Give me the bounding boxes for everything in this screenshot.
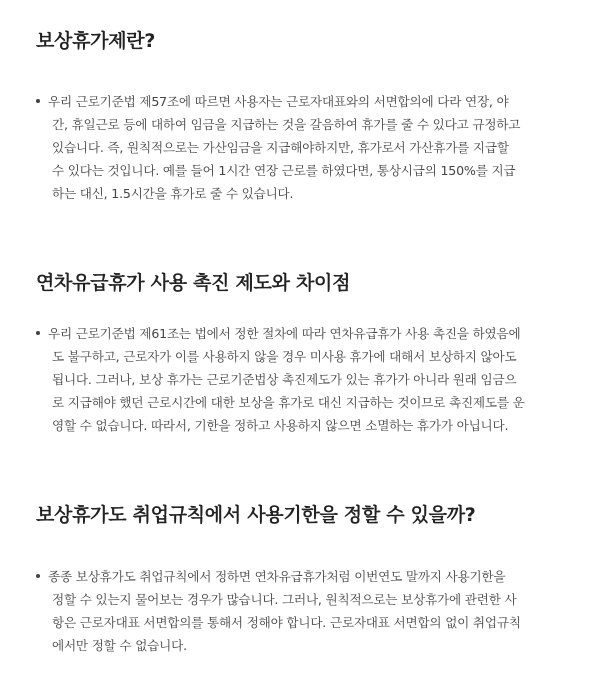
paragraph-line: 간, 휴일근로 등에 대하여 임금을 지급하는 것을 갈음하여 휴가를 줄 수 있다고 규정하고 — [52, 117, 521, 132]
bullet-icon — [36, 574, 40, 578]
paragraph-line: 수 있다는 것입니다. 예를 들어 1시간 연장 근로를 하였다면, 통상시급의 150%를 지급 — [52, 163, 516, 178]
paragraph-line: 종종 보상휴가도 취업규칙에서 정하면 연차유급휴가처럼 이번연도 말까지 사용기한을 — [48, 569, 506, 584]
section-3-heading: 보상휴가도 취업규칙에서 사용기한을 정할 수 있을까? — [36, 504, 476, 526]
paragraph-line: 됩니다. 그러나, 보상 휴가는 근로기준법상 촉진제도가 있는 휴가가 아니라 원래 임금으 — [52, 372, 517, 387]
bullet-icon — [36, 99, 40, 103]
section-2-paragraph — [36, 322, 570, 437]
bullet-icon — [36, 331, 40, 335]
paragraph-line: 도 불구하고, 근로자가 이를 사용하지 않을 경우 미사용 휴가에 대해서 보상하지 않아도 — [52, 349, 517, 364]
section-3-paragraph — [36, 565, 570, 657]
section-1-paragraph — [36, 90, 570, 205]
section-2-heading: 연차유급휴가 사용 촉진 제도와 차이점 — [36, 272, 351, 294]
paragraph-line: 하는 대신, 1.5시간을 휴가로 줄 수 있습니다. — [52, 186, 294, 201]
paragraph-line: 영할 수 없습니다. 따라서, 기한을 정하고 사용하지 않으면 소멸하는 휴가가 아닙니다. — [52, 418, 509, 433]
paragraph-line: 정할 수 있는지 물어보는 경우가 많습니다. 그러나, 원칙적으로는 보상휴가에 관련한 사 — [52, 592, 517, 607]
section-1-heading: 보상휴가제란? — [36, 30, 156, 52]
paragraph-line: 항은 근로자대표 서면합의를 통해서 정해야 합니다. 근로자대표 서면합의 없이 취업규칙 — [52, 615, 521, 630]
paragraph-line: 우리 근로기준법 제61조는 법에서 정한 절차에 따라 연차유급휴가 사용 촉진을 하였음에 — [48, 326, 521, 341]
paragraph-line: 로 지급해야 했던 근로시간에 대한 보상을 휴가로 대신 지급하는 것이므로 촉진제도를 운 — [52, 395, 525, 410]
paragraph-line: 우리 근로기준법 제57조에 따르면 사용자는 근로자대표와의 서면합의에 다라 연장, 야 — [48, 94, 509, 109]
paragraph-line: 에서만 정할 수 없습니다. — [52, 638, 187, 653]
paragraph-line: 있습니다. 즉, 원칙적으로는 가산임금을 지급해야하지만, 휴가로서 가산휴가를 지급할 — [52, 140, 509, 155]
